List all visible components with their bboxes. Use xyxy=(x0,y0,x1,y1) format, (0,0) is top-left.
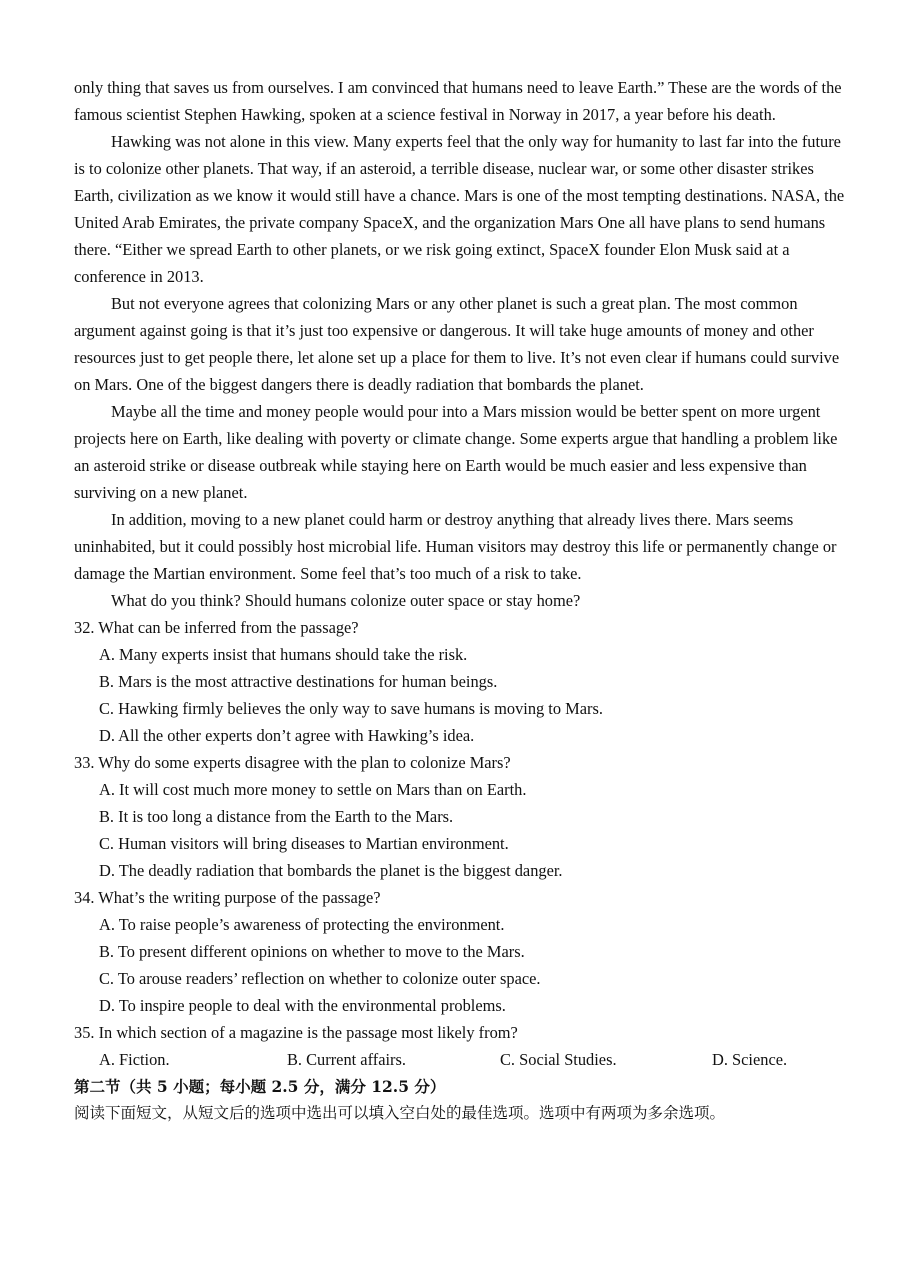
option-d: D. To inspire people to deal with the environmental problems. xyxy=(99,996,506,1015)
passage-paragraph-3: Maybe all the time and money people would pour into a Mars mission would be better spent on more urgent projects here on Earth, like dealing with poverty or climate change. Some experts argue that handling a problem like an asteroid strike or disease outbreak while staying here on Earth would be much easier and less expensive than surviving on a new planet. xyxy=(74,402,838,502)
question-stem: 35. In which section of a magazine is the passage most likely from? xyxy=(74,1023,518,1042)
option-b: B. Current affairs. xyxy=(287,1050,406,1069)
option-c: C. Hawking firmly believes the only way to save humans is moving to Mars. xyxy=(99,699,603,718)
document-page xyxy=(74,74,854,1127)
option-d: D. Science. xyxy=(712,1050,788,1069)
passage-paragraph-5: What do you think? Should humans colonize outer space or stay home? xyxy=(111,591,581,610)
question-34 xyxy=(74,884,854,1019)
option-a: A. Fiction. xyxy=(99,1050,170,1069)
option-b: B. Mars is the most attractive destinations for human beings. xyxy=(99,672,498,691)
option-c: C. Social Studies. xyxy=(500,1050,617,1069)
option-b: B. It is too long a distance from the Earth to the Mars. xyxy=(99,807,454,826)
option-c: C. Human visitors will bring diseases to Martian environment. xyxy=(99,834,509,853)
passage-paragraph-1: Hawking was not alone in this view. Many experts feel that the only way for humanity to last far into the future is to colonize other planets. That way, if an asteroid, a terrible disease, nuclear war, or some other disaster strikes Earth, civilization as we know it would still have a chance. Mars is one of the most tempting destinations. NASA, the United Arab Emirates, the private company SpaceX, and the organization Mars One all have plans to send humans there. “Either we spread Earth to other planets, or we risk going extinct, SpaceX founder Elon Musk said at a conference in 2013. xyxy=(74,132,845,286)
option-b: B. To present different opinions on whether to move to the Mars. xyxy=(99,942,525,961)
passage-paragraph-2: But not everyone agrees that colonizing Mars or any other planet is such a great plan. The most common argument against going is that it’s just too expensive or dangerous. It will take huge amounts of money and other resources just to get people there, let alone set up a place for them to live. It’s not even clear if humans could survive on Mars. One of the biggest dangers there is deadly radiation that bombards the planet. xyxy=(74,294,840,394)
option-d: D. The deadly radiation that bombards the planet is the biggest danger. xyxy=(99,861,563,880)
question-stem: 32. What can be inferred from the passage? xyxy=(74,618,359,637)
options-row xyxy=(74,1046,854,1073)
passage-paragraph-0: only thing that saves us from ourselves. I am convinced that humans need to leave Earth.” These are the words of the famous scientist Stephen Hawking, spoken at a science festival in Norway in 2017, a year before his death. xyxy=(74,78,842,124)
question-33 xyxy=(74,749,854,884)
question-stem: 34. What’s the writing purpose of the passage? xyxy=(74,888,381,907)
option-d: D. All the other experts don’t agree with Hawking’s idea. xyxy=(99,726,475,745)
section-2-instruction: 阅读下面短文，从短文后的选项中选出可以填入空白处的最佳选项。选项中有两项为多余选项。 xyxy=(74,1104,726,1122)
option-a: A. Many experts insist that humans should take the risk. xyxy=(99,645,468,664)
question-32 xyxy=(74,614,854,749)
section-2-title: 第二节（共 5 小题；每小题 2.5 分，满分 12.5 分） xyxy=(74,1077,446,1096)
question-stem: 33. Why do some experts disagree with the plan to colonize Mars? xyxy=(74,753,511,772)
option-c: C. To arouse readers’ reflection on whether to colonize outer space. xyxy=(99,969,541,988)
option-a: A. It will cost much more money to settle on Mars than on Earth. xyxy=(99,780,527,799)
passage-paragraph-4: In addition, moving to a new planet could harm or destroy anything that already lives there. Mars seems uninhabited, but it could possibly host microbial life. Human visitors may destroy this life or permanently change or damage the Martian environment. Some feel that’s too much of a risk to take. xyxy=(74,510,837,583)
question-35 xyxy=(74,1019,854,1073)
option-a: A. To raise people’s awareness of protecting the environment. xyxy=(99,915,505,934)
